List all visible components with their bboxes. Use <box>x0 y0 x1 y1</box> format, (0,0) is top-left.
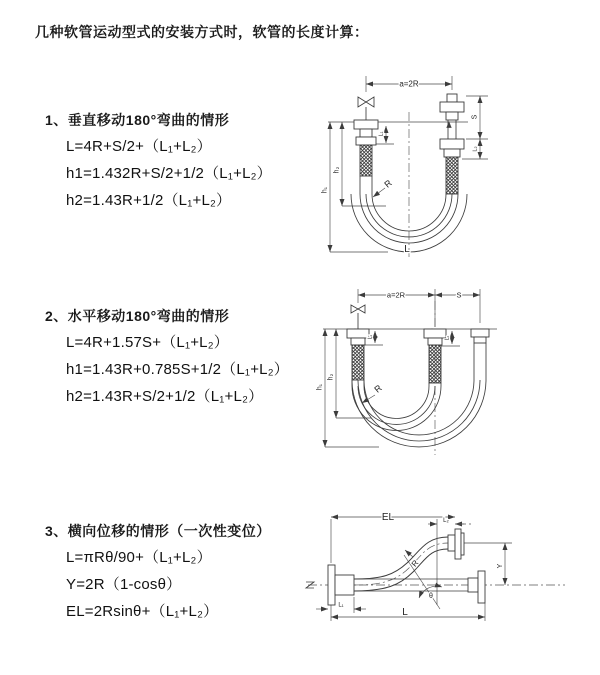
dim-label-length: L <box>402 607 408 618</box>
fitting-collar <box>356 137 376 145</box>
diagram-horizontal-movement-180-bend <box>315 285 505 460</box>
dim-label-theta: θ <box>429 593 433 600</box>
diagram-2-dimension-lines <box>323 289 497 447</box>
flange-fitting <box>354 120 378 129</box>
flange-fitting <box>440 102 464 112</box>
section-1-formula-h1: h1=1.432R+S/2+1/2（L₁+L₂） <box>66 165 272 182</box>
dim-label-y: Y <box>497 563 504 569</box>
section-horizontal-movement <box>45 306 335 416</box>
section-2-formula-L: L=4R+1.57S+（L₁+L₂） <box>66 334 229 351</box>
fitting-stem <box>360 129 372 137</box>
valve-icon <box>351 305 365 329</box>
section-1-formula-L: L=4R+S/2+（L₁+L₂） <box>66 138 212 155</box>
flange-hub <box>448 535 455 551</box>
section-1-formula-h2: h2=1.43R+1/2（L₁+L₂） <box>66 192 232 209</box>
diagram-2-hose-assembly <box>347 305 489 447</box>
dim-label-s: S <box>471 114 479 120</box>
dim-label-l2: L₂ <box>444 335 451 341</box>
braided-hose <box>446 157 458 194</box>
braided-hose <box>352 345 364 380</box>
fitting-stem <box>447 94 457 102</box>
dim-label-el: EL <box>381 512 395 523</box>
flange-plate <box>478 571 485 603</box>
section-lateral-displacement <box>45 521 335 631</box>
dim-label-l1: L₁ <box>378 131 385 137</box>
dim-label-h2: h₂ <box>327 373 335 381</box>
dim-label-length: L <box>404 244 410 255</box>
flange-plate <box>461 533 464 555</box>
fitting-collar <box>444 149 460 157</box>
section-3-formula-EL: EL=2Rsinθ+（L₁+L₂） <box>66 603 219 620</box>
section-3-formula-Y: Y=2R（1-cosθ） <box>66 576 182 593</box>
valve-icon <box>358 97 374 120</box>
dim-label-l2: L₂ <box>472 146 479 152</box>
dim-label-radius: R <box>372 382 384 395</box>
section-2-formula-h1: h1=1.43R+0.785S+1/2（L₁+L₂） <box>66 361 289 378</box>
braided-hose <box>360 145 372 176</box>
flange-fitting <box>440 139 464 149</box>
dim-label-span: a=2R <box>399 79 419 89</box>
dim-label-radius: R <box>382 177 394 190</box>
section-3-formula-L: L=πRθ/90+（L₁+L₂） <box>66 549 212 566</box>
flange-fitting <box>347 329 369 338</box>
dim-label-l1: L₁ <box>367 334 374 340</box>
section-2-heading: 2、水平移动180°弯曲的情形 <box>45 308 230 324</box>
fitting-collar <box>428 338 442 345</box>
diagram-3-hose-assembly <box>328 529 485 605</box>
flange-hub <box>335 575 354 595</box>
section-1-heading: 1、垂直移动180°弯曲的情形 <box>45 112 230 128</box>
section-vertical-movement <box>45 110 335 220</box>
braided-hose <box>429 345 441 383</box>
dim-label-radius: R <box>409 558 421 569</box>
section-2-formula-h2: h2=1.43R+S/2+1/2（L₁+L₂） <box>66 388 264 405</box>
dim-label-h1: h₁ <box>321 186 329 194</box>
flange-fitting <box>424 329 446 338</box>
fitting-stem <box>446 112 458 120</box>
flange-plate <box>455 529 461 559</box>
diagram-lateral-displacement <box>300 505 600 635</box>
fitting-collar <box>351 338 365 345</box>
fitting-collar <box>474 337 486 343</box>
diagram-3-dimension-lines <box>316 517 512 621</box>
dim-label-l2: L₂ <box>443 518 449 524</box>
dim-label-span: a=2R <box>386 290 406 300</box>
dim-label-h1: h₁ <box>316 383 324 391</box>
page-title: 几种软管运动型式的安装方式时，软管的长度计算： <box>35 24 369 40</box>
dim-label-s: S <box>456 290 462 300</box>
flange-hub <box>468 578 478 592</box>
diagram-vertical-movement-180-bend <box>310 70 510 268</box>
dim-label-l1: L₁ <box>338 602 344 609</box>
flange-fitting <box>471 329 489 337</box>
section-3-heading: 3、横向位移的情形（一次性变位） <box>45 523 271 539</box>
flange-plate <box>328 565 335 605</box>
dim-label-h2: h₂ <box>333 166 341 174</box>
